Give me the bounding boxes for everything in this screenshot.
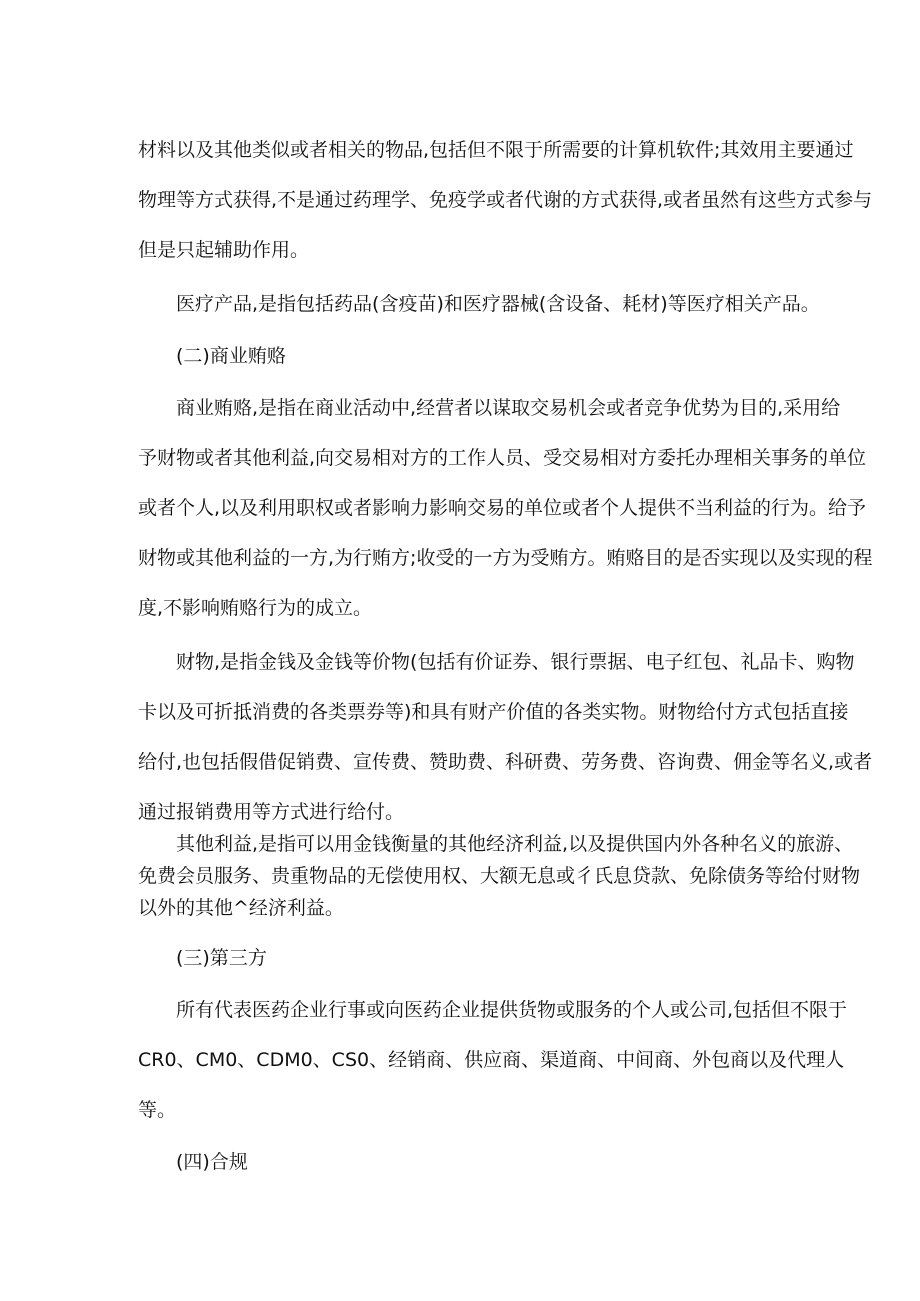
text-line: 度,不影响贿赂行为的成立。	[138, 597, 373, 619]
text-line: 材料以及其他类似或者相关的物品,包括但不限于所需要的计算机软件;其效用主要通过	[138, 139, 854, 161]
text-line: 或者个人,以及利用职权或者影响力影响交易的单位或者个人提供不当利益的行为。给予	[138, 497, 867, 519]
text-line: 以外的其他^经济利益。	[138, 897, 344, 919]
text-line: 财物或其他利益的一方,为行贿方;收受的一方为受贿方。贿赂目的是否实现以及实现的程	[138, 547, 873, 569]
text-line: 商业贿赂,是指在商业活动中,经营者以谋取交易机会或者竞争优势为目的,采用给	[176, 397, 841, 419]
section-heading-third-party: (三)第三方	[176, 947, 267, 969]
text-line: 物理等方式获得,不是通过药理学、免疫学或者代谢的方式获得,或者虽然有这些方式参与	[138, 189, 873, 211]
section-heading-commercial-bribery: (二)商业贿赂	[176, 345, 286, 367]
text-line: 卡以及可折抵消费的各类票券等)和具有财产价值的各类实物。财物给付方式包括直接	[138, 701, 849, 723]
text-line: 给付,也包括假借促销费、宣传费、赞助费、科研费、劳务费、咨询费、佣金等名义,或者	[138, 751, 873, 773]
text-line: 通过报销费用等方式进行给付。	[138, 801, 405, 823]
text-line: 所有代表医药企业行事或向医药企业提供货物或服务的个人或公司,包括但不限于	[176, 999, 848, 1021]
text-line: 等。	[138, 1099, 177, 1121]
text-line: 但是只起辅助作用。	[138, 239, 310, 261]
text-line: 予财物或者其他利益,向交易相对方的工作人员、受交易相对方委托办理相关事务的单位	[138, 447, 867, 469]
paragraph-medical-products: 医疗产品,是指包括药品(含疫苗)和医疗器械(含设备、耗材)等医疗相关产品。	[176, 293, 820, 315]
text-line: 免费会员服务、贵重物品的无偿使用权、大额无息或彳氏息贷款、免除债务等给付财物	[138, 865, 861, 887]
text-line: CR0、CM0、CDM0、CS0、经销商、供应商、渠道商、中间商、外包商以及代理人	[138, 1049, 845, 1071]
section-heading-compliance: (四)合规	[176, 1151, 248, 1173]
text-line: 其他利益,是指可以用金钱衡量的其他经济利益,以及提供国内外各种名义的旅游、	[176, 833, 854, 855]
text-line: 财物,是指金钱及金钱等价物(包括有价证券、银行票据、电子红包、礼品卡、购物	[176, 651, 855, 673]
